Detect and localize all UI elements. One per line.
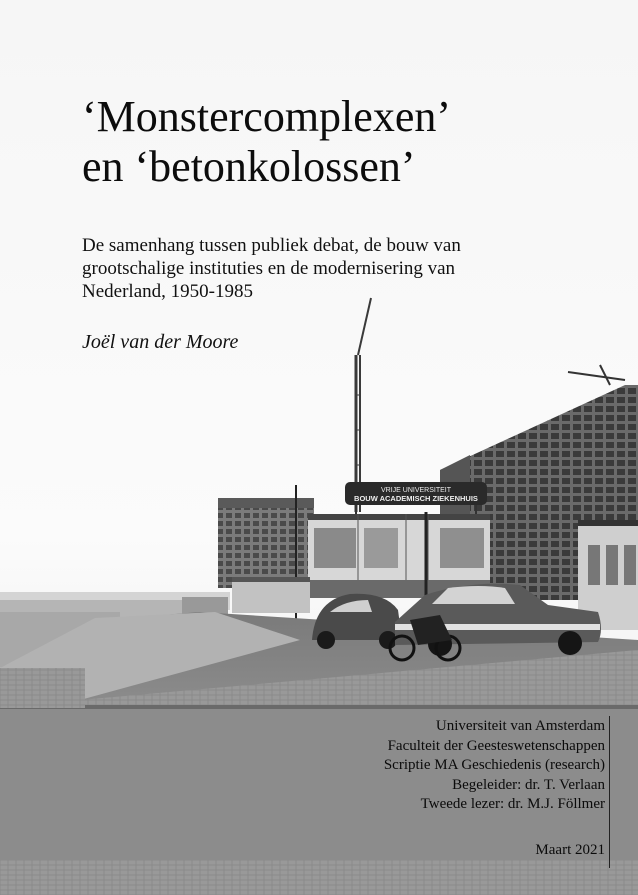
title-line-1: ‘Monstercomplexen’ <box>82 92 451 141</box>
faculty: Faculteit der Geesteswetenschappen <box>387 737 605 754</box>
site-pavilion <box>308 514 490 598</box>
svg-text:BOUW ACADEMISCH ZIEKENHUIS: BOUW ACADEMISCH ZIEKENHUIS <box>354 494 478 503</box>
subtitle-line-1: De samenhang tussen publiek debat, de bouw van <box>82 235 461 256</box>
subtitle-line-2: grootschalige instituties en de modernisering van <box>82 258 456 279</box>
program: Scriptie MA Geschiedenis (research) <box>383 757 605 774</box>
title-line-2: en ‘betonkolossen’ <box>82 142 416 191</box>
svg-text:VRIJE UNIVERSITEIT: VRIJE UNIVERSITEIT <box>380 487 452 494</box>
university: Universiteit van Amsterdam <box>435 718 605 734</box>
page-title <box>82 92 602 192</box>
author-name: Joël van der Moore <box>82 331 239 353</box>
second-reader: Tweede lezer: dr. M.J. Föllmer <box>420 796 605 813</box>
subtitle <box>82 234 622 303</box>
info-divider <box>609 716 610 868</box>
supervisor: Begeleider: dr. T. Verlaan <box>452 776 605 793</box>
thesis-info <box>384 717 605 815</box>
date: Maart 2021 <box>535 842 605 858</box>
subtitle-line-3: Nederland, 1950-1985 <box>82 281 253 302</box>
